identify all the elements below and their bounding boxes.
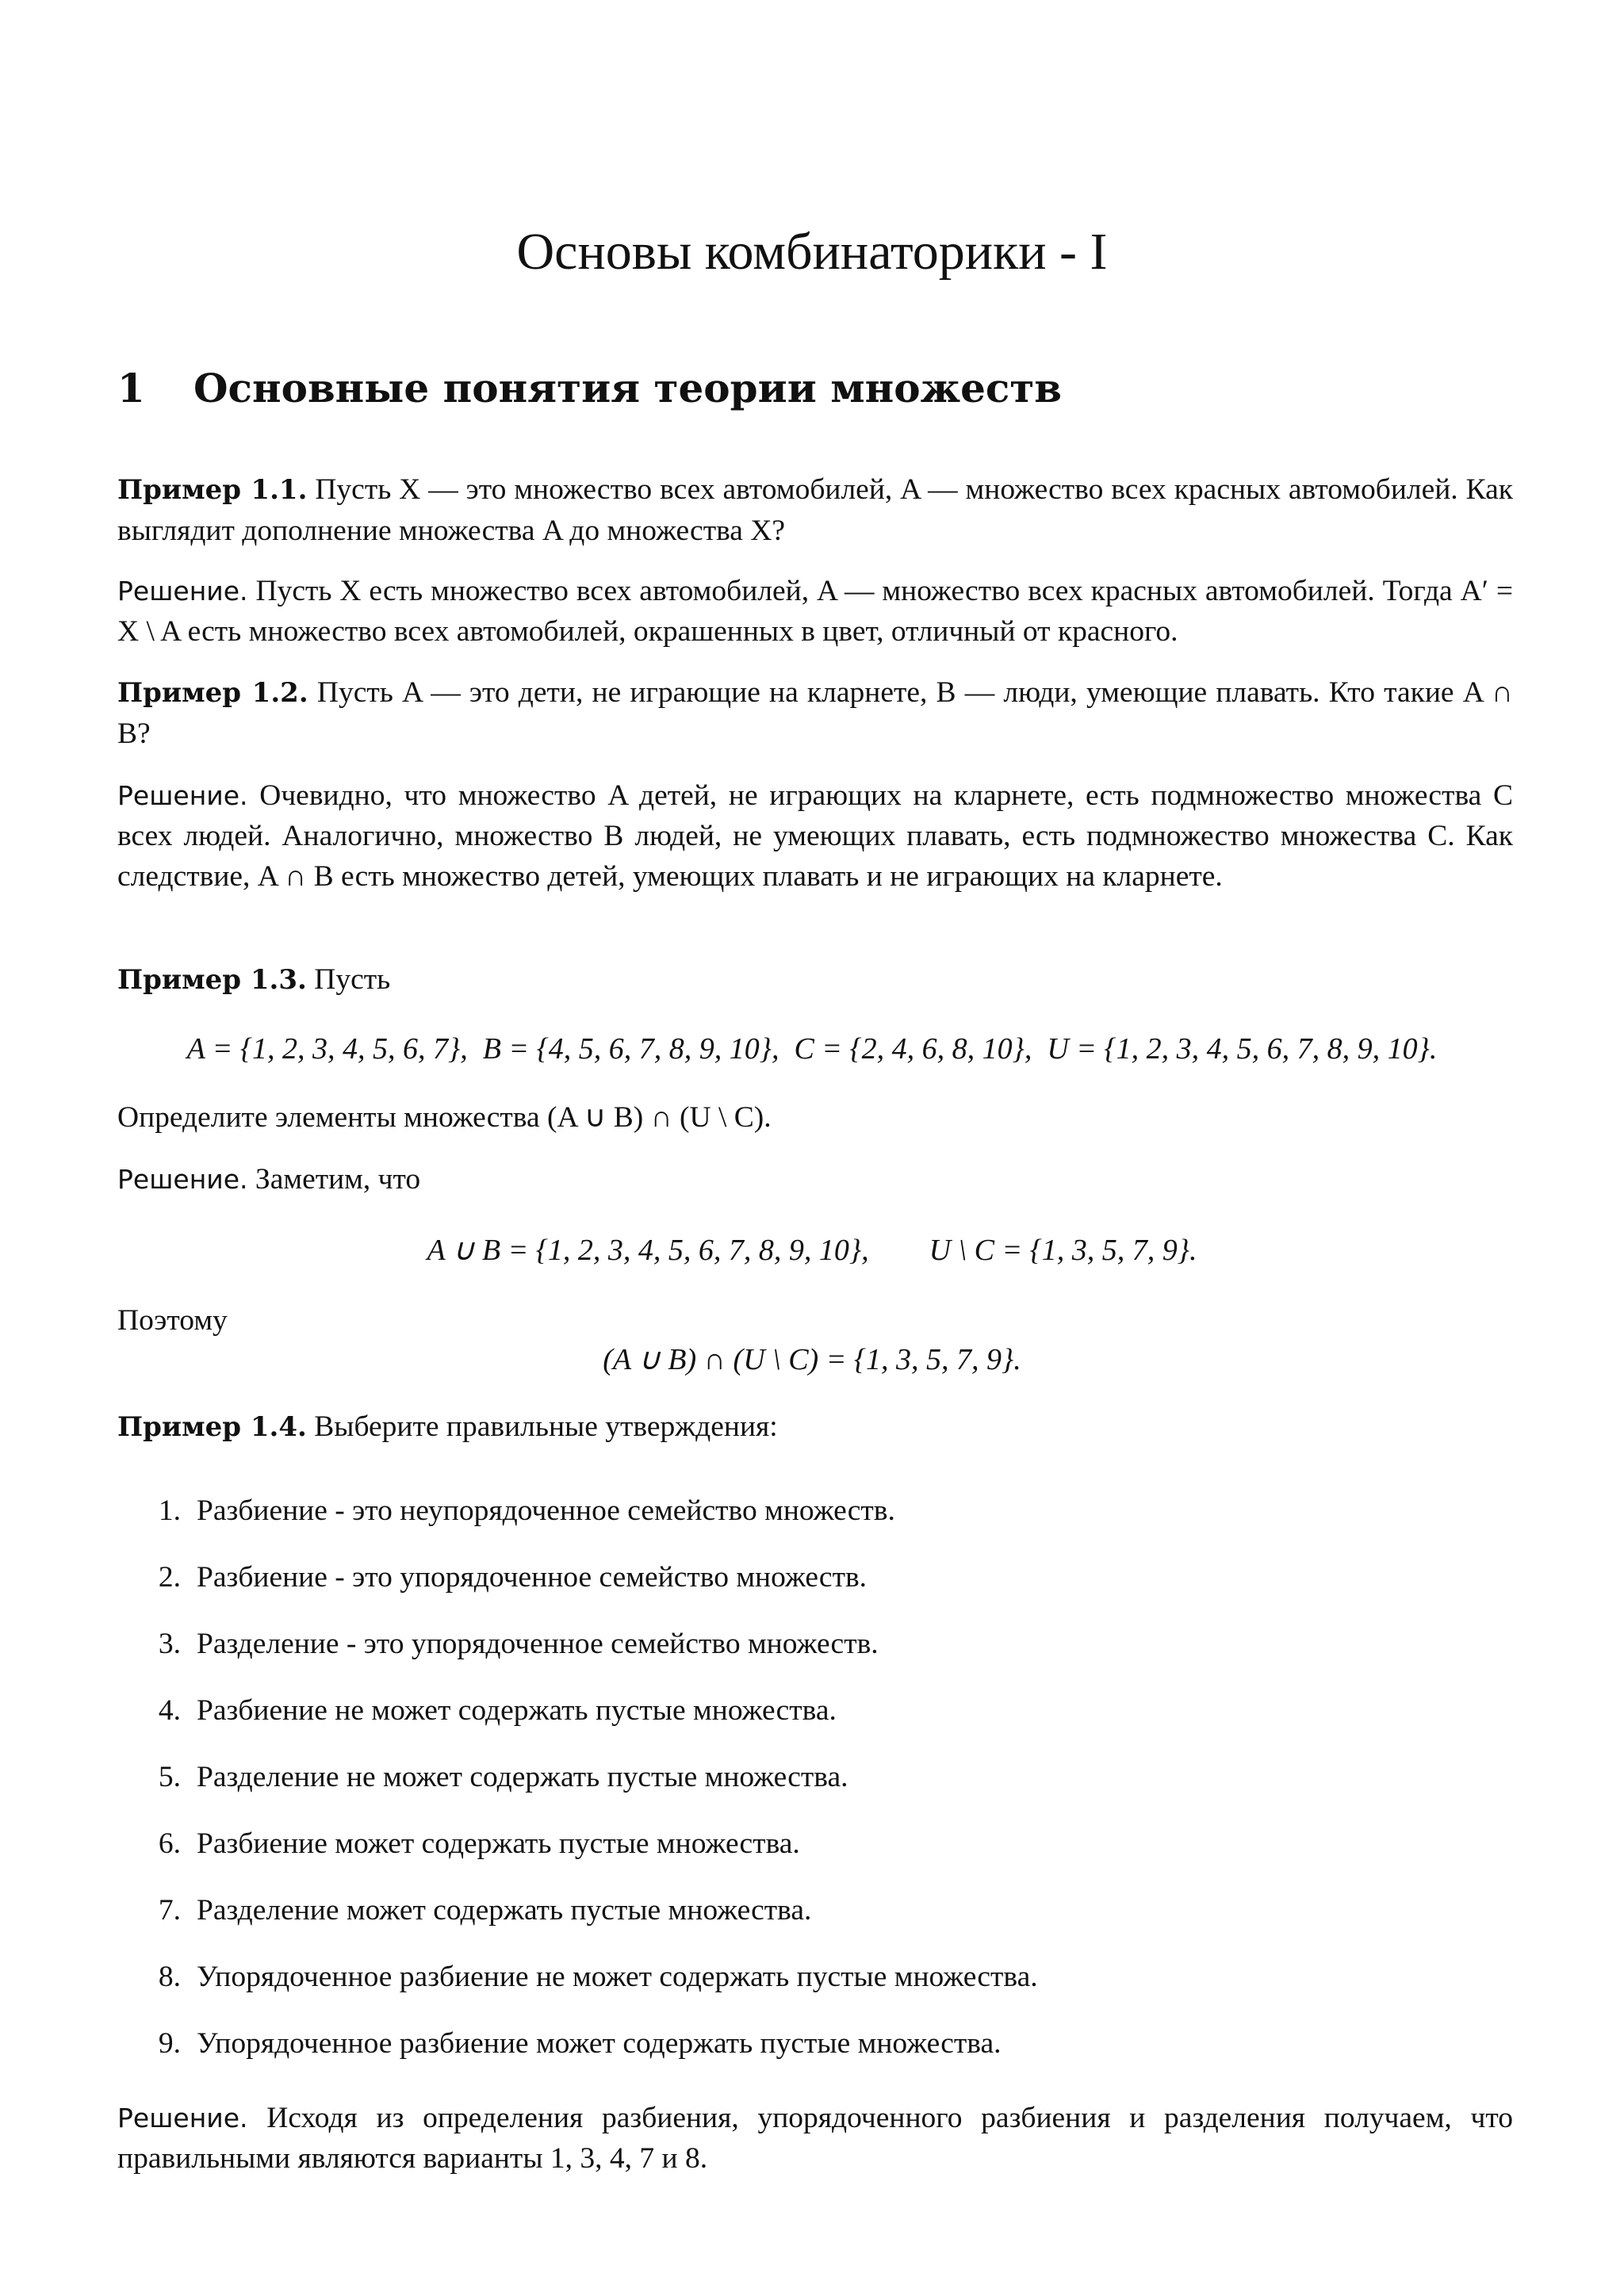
item-number: 5. [158, 1761, 181, 1793]
union-difference-formula: A ∪ B = {1, 2, 3, 4, 5, 6, 7, 8, 9, 10}, U \ C = {1, 3, 5, 7, 9}. [427, 1234, 1197, 1267]
item-number: 7. [158, 1894, 181, 1927]
example-1-3-lead: Пример 1.3. [117, 964, 307, 996]
item-text: Упорядоченное разбиение не может содержать пустые множества. [197, 1961, 1038, 1993]
solution-1-4-lead: Решение. [117, 2103, 248, 2133]
item-text: Разбиение не может содержать пустые множества. [197, 1694, 837, 1727]
example-1-3-question: Определите элементы множества (A ∪ B) ∩ (U \ C). [117, 1101, 772, 1134]
solution-1-3-lead: Решение. [117, 1164, 248, 1195]
item-number: 6. [158, 1827, 181, 1860]
example-1-2 [117, 672, 1513, 754]
solution-1-1-text: Пусть X есть множество всех автомобилей, A — множество всех красных автомобилей. Тогда A′ = X \ A есть множество всех автомобилей, окрашенных в цвет, отличный от красного. [117, 575, 1513, 648]
item-number: 8. [158, 1961, 181, 1993]
therefore-text: Поэтому [117, 1304, 228, 1337]
item-text: Разбиение - это упорядоченное семейство множеств. [197, 1561, 868, 1594]
result-formula: (A ∪ B) ∩ (U \ C) = {1, 3, 5, 7, 9}. [603, 1343, 1021, 1376]
example-1-3 [117, 959, 1513, 1001]
item-number: 9. [158, 2027, 181, 2060]
item-text: Разбиение - это неупорядоченное семейство множеств. [197, 1494, 895, 1527]
solution-1-1-lead: Решение. [117, 576, 248, 607]
item-number: 4. [158, 1694, 181, 1727]
solution-1-4 [117, 2098, 1513, 2179]
item-text: Разделение может содержать пустые множества. [197, 1894, 812, 1927]
item-text: Разбиение может содержать пустые множества. [197, 1827, 800, 1860]
example-1-1-text: Пусть X — это множество всех автомобилей, A — множество всех красных автомобилей. Как выглядит дополнение множества A до множества X? [117, 473, 1513, 547]
section-number: 1 [117, 365, 145, 411]
example-1-4-lead: Пример 1.4. [117, 1411, 307, 1443]
example-1-4 [117, 1406, 1513, 1448]
item-number: 1. [158, 1494, 181, 1527]
example-1-1-lead: Пример 1.1. [117, 474, 308, 506]
item-text: Упорядоченное разбиение может содержать пустые множества. [197, 2027, 1002, 2060]
solution-1-1 [117, 571, 1513, 652]
example-1-1 [117, 469, 1513, 551]
section-title: Основные понятия теории множеств [193, 365, 1063, 411]
item-text: Разделение - это упорядоченное семейство множеств. [197, 1628, 879, 1660]
document-title: Основы комбинаторики - I [516, 223, 1108, 281]
example-1-3-text: Пусть [314, 963, 391, 996]
example-1-2-text: Пусть A — это дети, не играющие на кларнете, B — люди, умеющие плавать. Кто такие A ∩ B? [117, 676, 1513, 750]
solution-1-2 [117, 775, 1513, 897]
solution-1-2-lead: Решение. [117, 780, 248, 811]
item-number: 3. [158, 1628, 181, 1660]
solution-1-3 [117, 1159, 1513, 1200]
example-1-4-text: Выберите правильные утверждения: [314, 1410, 778, 1443]
sets-definition-formula: A = {1, 2, 3, 4, 5, 6, 7}, B = {4, 5, 6, 7, 8, 9, 10}, C = {2, 4, 6, 8, 10}, U = {1, 2, 3, 4, 5, 6, 7, 8, 9, 10}. [186, 1032, 1438, 1066]
section-heading [117, 365, 1062, 411]
solution-1-3-text: Заметим, что [255, 1163, 421, 1196]
solution-1-4-text: Исходя из определения разбиения, упорядоченного разбиения и разделения получаем, что правильными являются варианты 1, 3, 4, 7 и 8. [117, 2102, 1514, 2175]
solution-1-2-text: Очевидно, что множество A детей, не играющих на кларнете, есть подмножество множества C всех людей. Аналогично, множество B людей, не умеющих плавать, есть подмножество множества C. Как следствие, A ∩ B есть множество детей, умеющих плавать и не играющих на кларнете. [117, 779, 1514, 893]
item-number: 2. [158, 1561, 181, 1594]
item-text: Разделение не может содержать пустые множества. [197, 1761, 848, 1793]
example-1-2-lead: Пример 1.2. [117, 677, 308, 709]
